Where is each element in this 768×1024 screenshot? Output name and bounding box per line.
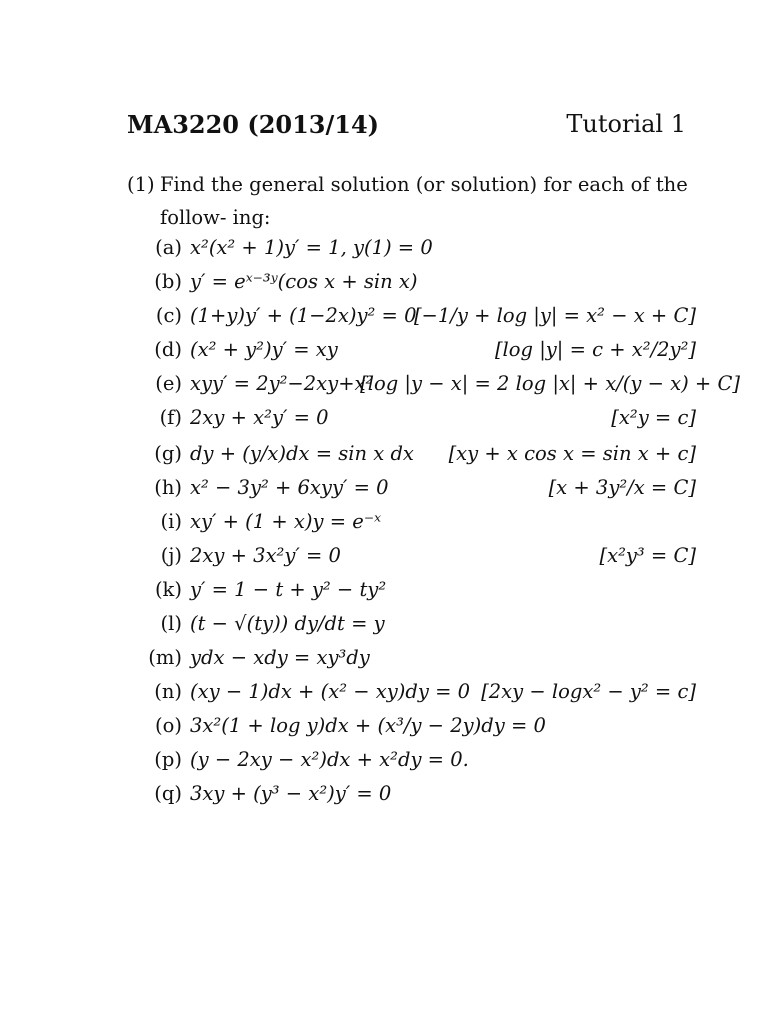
exercise-equation: 3xy + (y³ − x²)y′ = 0 xyxy=(190,782,392,805)
exercise-item xyxy=(0,232,768,266)
exercise-label: (k) xyxy=(154,578,182,601)
tutorial-number: Tutorial 1 xyxy=(566,110,686,138)
exercise-label: (f) xyxy=(159,406,182,429)
exercise-item xyxy=(0,334,768,368)
exercise-label: (q) xyxy=(154,782,182,805)
exercise-answer: [x²y = c] xyxy=(611,406,696,429)
exercise-answer: [log |y| = c + x²/2y²] xyxy=(494,338,696,361)
exercise-item xyxy=(0,608,768,642)
exercise-answer: [x²y³ = C] xyxy=(599,544,696,567)
exercise-item xyxy=(0,266,768,300)
exercise-item xyxy=(0,676,768,710)
exercise-label: (d) xyxy=(154,338,182,361)
exercise-equation: x² − 3y² + 6xyy′ = 0 xyxy=(190,476,389,499)
exercise-equation: y′ = 1 − t + y² − ty² xyxy=(190,578,387,601)
exercise-label: (c) xyxy=(155,304,182,327)
exercise-equation: y′ = eˣ⁻³ʸ(cos x + sin x) xyxy=(190,270,418,293)
exercise-answer: [xy + x cos x = sin x + c] xyxy=(448,442,696,465)
exercise-label: (b) xyxy=(154,270,182,293)
exercise-label: (h) xyxy=(154,476,182,499)
exercise-item xyxy=(0,744,768,778)
exercise-answer: [log |y − x| = 2 log |x| + x/(y − x) + C] xyxy=(360,372,740,395)
exercise-equation: (xy − 1)dx + (x² − xy)dy = 0 xyxy=(190,680,471,703)
exercise-label: (i) xyxy=(160,510,182,533)
problem-text: Find the general solution (or solution) for each of the follow- ing: xyxy=(160,173,688,229)
exercise-equation: xyy′ = 2y²−2xy+x² xyxy=(190,372,374,395)
exercise-answer: [x + 3y²/x = C] xyxy=(548,476,696,499)
exercise-equation: dy + (y/x)dx = sin x dx xyxy=(190,442,414,465)
exercise-label: (o) xyxy=(155,714,182,737)
exercise-answer: [2xy − logx² − y² = c] xyxy=(481,680,696,703)
exercise-item xyxy=(0,778,768,812)
exercise-item xyxy=(0,438,768,472)
exercise-item xyxy=(0,540,768,574)
exercise-equation: 2xy + 3x²y′ = 0 xyxy=(190,544,341,567)
exercise-label: (p) xyxy=(154,748,182,771)
problem-number: (1) xyxy=(127,173,155,196)
exercise-item xyxy=(0,506,768,540)
exercise-equation: 2xy + x²y′ = 0 xyxy=(190,406,329,429)
exercise-item xyxy=(0,642,768,676)
exercise-label: (n) xyxy=(154,680,182,703)
exercise-label: (e) xyxy=(155,372,182,395)
course-title: MA3220 (2013/14) xyxy=(127,110,380,139)
exercise-item xyxy=(0,710,768,744)
exercise-item xyxy=(0,402,768,436)
exercise-equation: (y − 2xy − x²)dx + x²dy = 0. xyxy=(190,748,469,771)
exercise-label: (g) xyxy=(154,442,182,465)
exercise-equation: (1+y)y′ + (1−2x)y² = 0 xyxy=(190,304,417,327)
exercise-equation: (t − √(ty)) dy/dt = y xyxy=(190,612,385,635)
exercise-label: (m) xyxy=(148,646,182,669)
exercise-label: (a) xyxy=(155,236,182,259)
exercise-equation: x²(x² + 1)y′ = 1, y(1) = 0 xyxy=(190,236,433,259)
exercise-equation: xy′ + (1 + x)y = e⁻ˣ xyxy=(190,510,382,533)
exercise-item xyxy=(0,368,768,402)
exercise-equation: 3x²(1 + log y)dx + (x³/y − 2y)dy = 0 xyxy=(190,714,546,737)
problem-statement xyxy=(127,168,697,234)
exercise-item xyxy=(0,300,768,334)
exercise-equation: (x² + y²)y′ = xy xyxy=(190,338,338,361)
exercise-answer: [−1/y + log |y| = x² − x + C] xyxy=(413,304,696,327)
exercise-label: (j) xyxy=(160,544,182,567)
exercise-item xyxy=(0,472,768,506)
exercise-label: (l) xyxy=(160,612,182,635)
exercise-equation: ydx − xdy = xy³dy xyxy=(190,646,370,669)
exercise-item xyxy=(0,574,768,608)
